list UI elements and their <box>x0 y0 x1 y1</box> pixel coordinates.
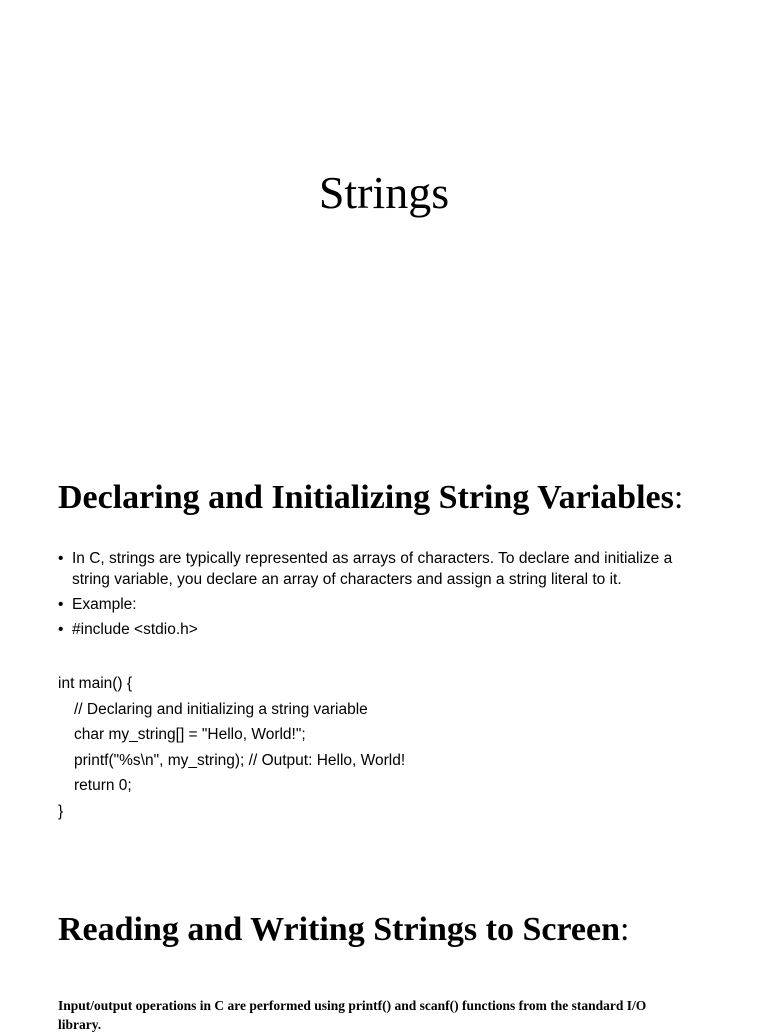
section-heading-declaring <box>58 477 683 519</box>
page-title: Strings <box>318 167 450 218</box>
code-line: char my_string[] = "Hello, World!"; <box>74 726 306 744</box>
section-heading-text: Declaring and Initializing String Variables <box>58 479 674 516</box>
code-example <box>58 671 708 825</box>
io-paragraph: Input/output operations in C are performed using printf() and scanf() functions from the standard I/O library. <box>58 998 647 1032</box>
section-heading-colon: : <box>620 911 630 948</box>
code-line: return 0; <box>74 777 132 795</box>
code-line: printf("%s\n", my_string); // Output: Hello, World! <box>74 751 406 769</box>
code-line: // Declaring and initializing a string variable <box>74 700 368 718</box>
bullet-list <box>58 548 708 644</box>
list-item <box>58 594 708 615</box>
code-line: int main() { <box>58 675 133 692</box>
bullet-icon: • <box>58 596 64 613</box>
code-line: } <box>58 802 64 820</box>
section-heading-text: Reading and Writing Strings to Screen <box>58 911 621 948</box>
list-item-text: #include <stdio.h> <box>72 621 198 638</box>
section-heading-colon: : <box>673 479 684 516</box>
bullet-icon: • <box>58 550 64 567</box>
list-item-text: In C, strings are typically represented as arrays of characters. To declare and initialize a string variable, you declare an array of characters and assign a string literal to it. <box>72 550 673 588</box>
list-item <box>58 619 708 640</box>
section-heading-reading-writing <box>58 909 629 951</box>
list-item <box>58 548 708 590</box>
list-item-text: Example: <box>72 596 137 613</box>
bullet-icon: • <box>58 621 64 638</box>
